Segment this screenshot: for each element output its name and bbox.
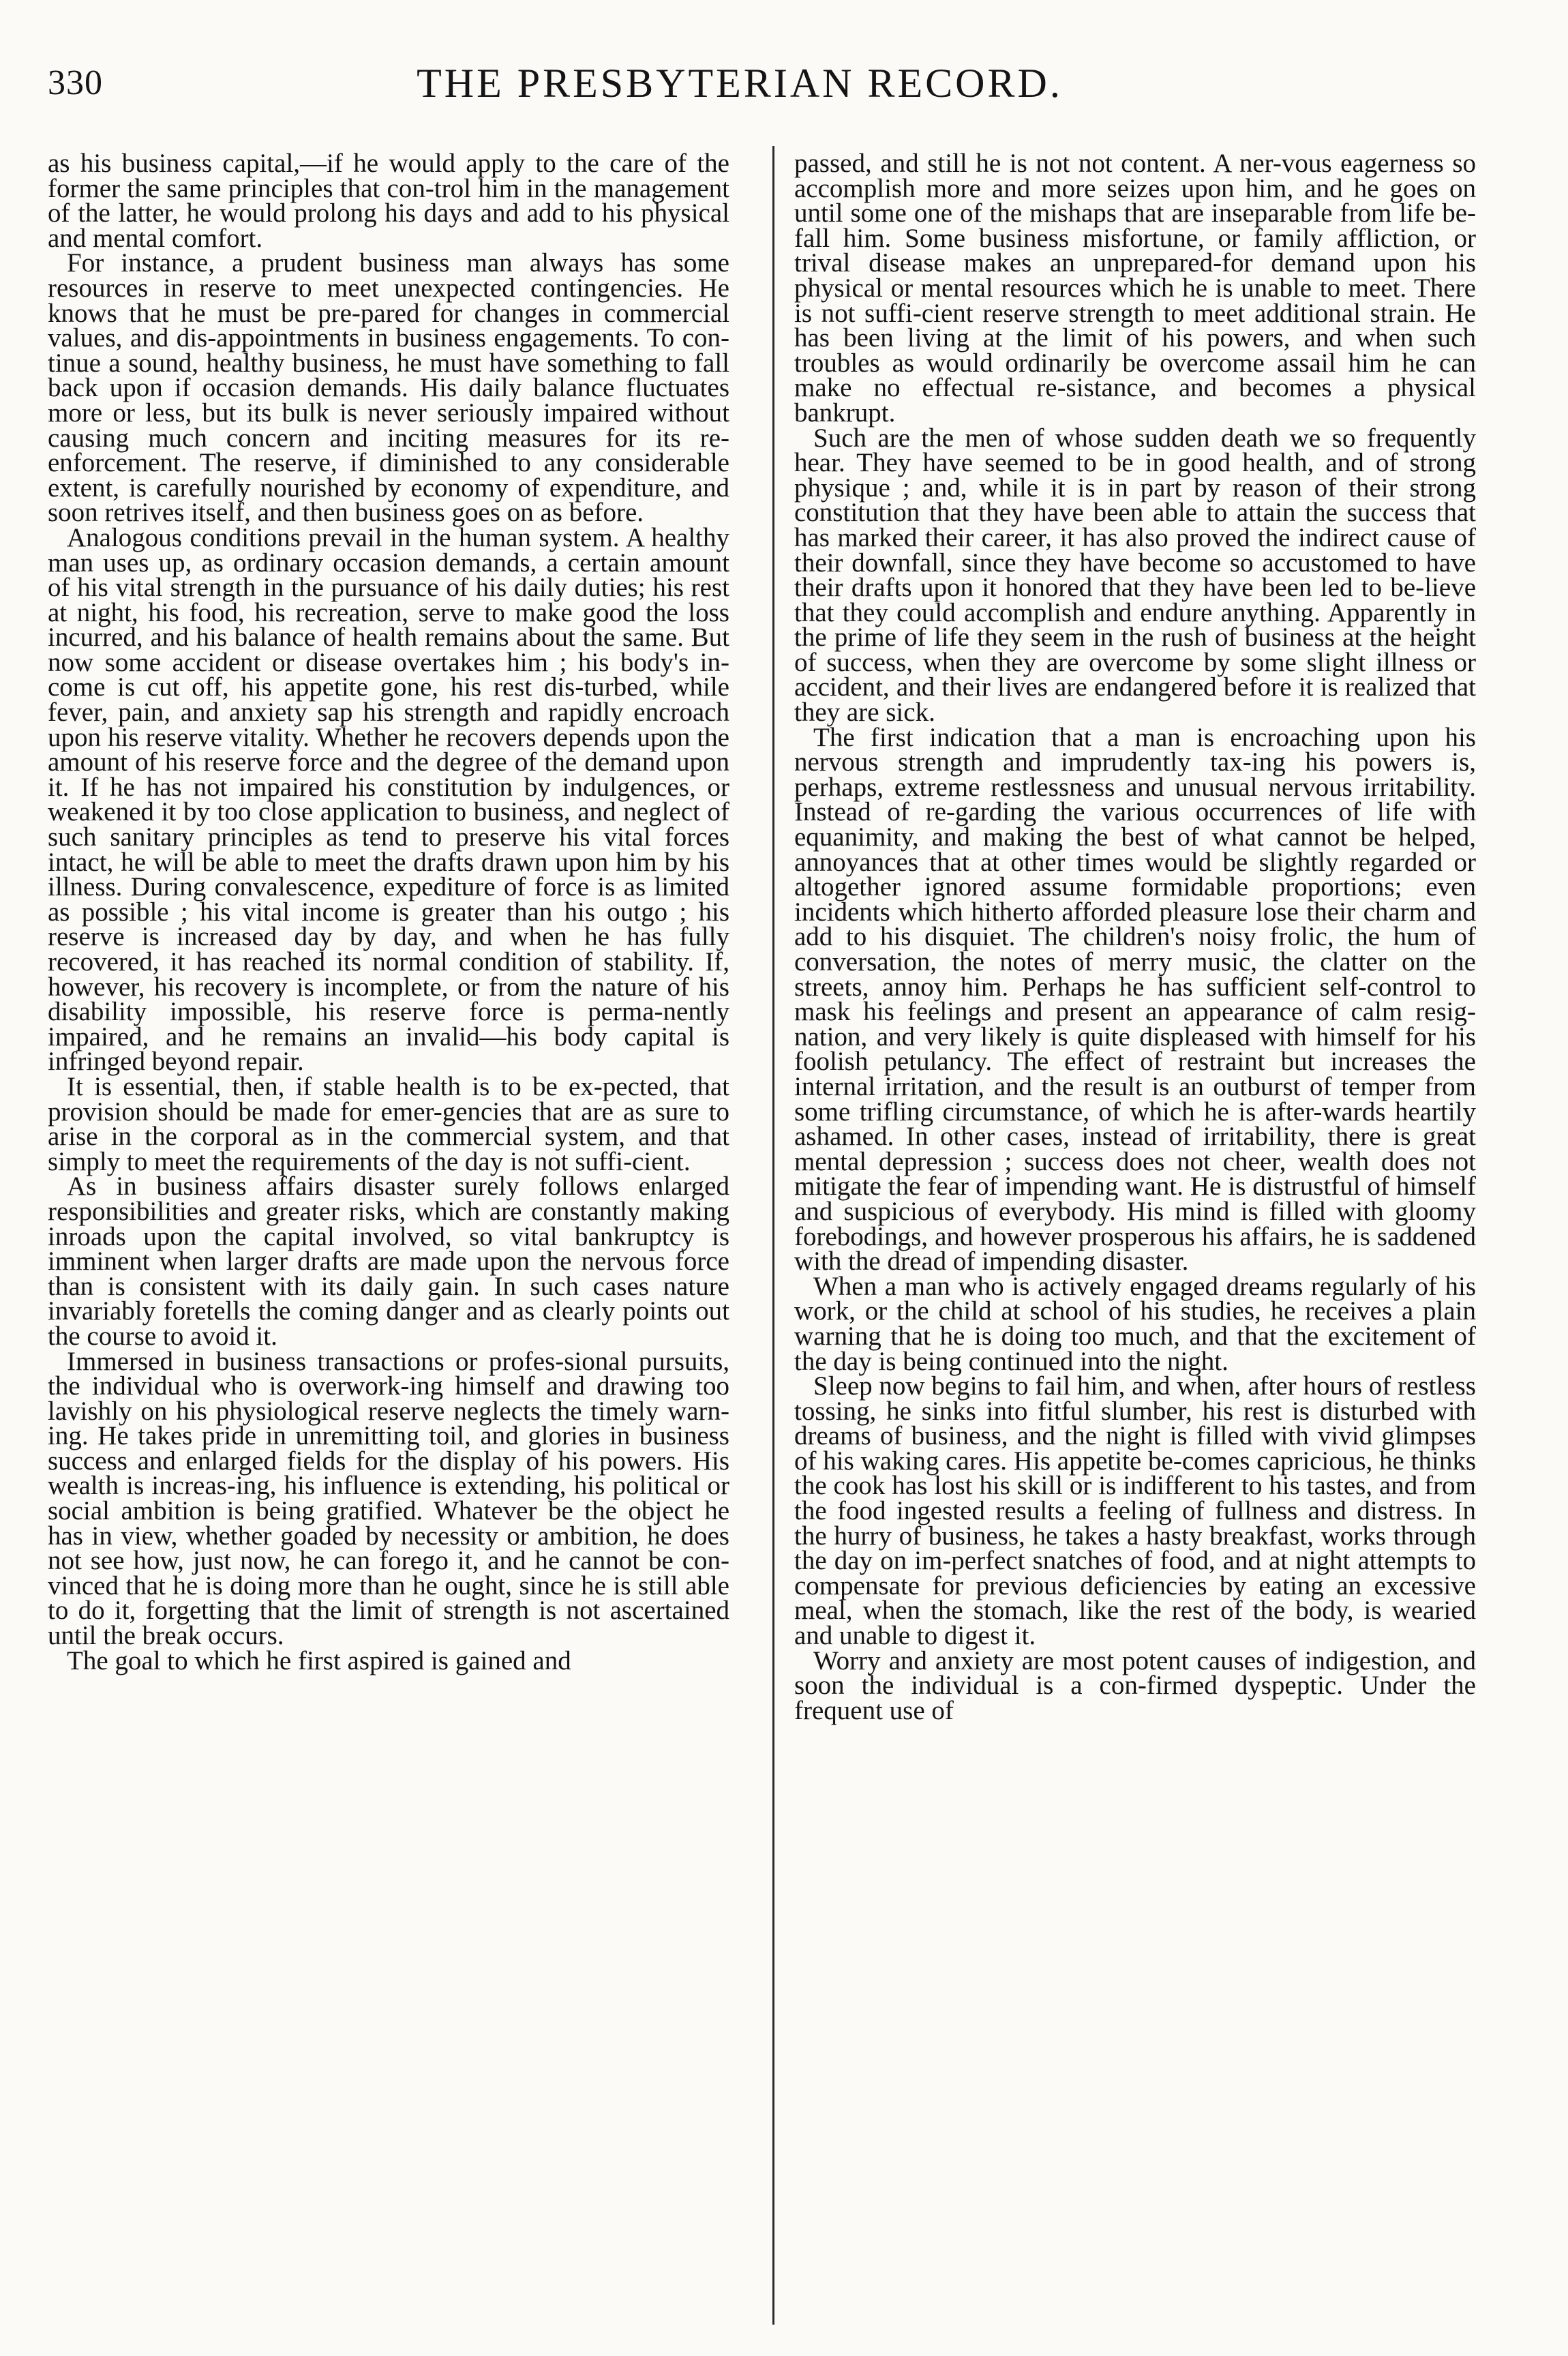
paragraph: Worry and anxiety are most potent causes of indigestion, and soon the individual is a con-firmed dyspeptic. Under the frequent use of [794, 1645, 1476, 1725]
paragraph: The goal to which he first aspired is gained and [67, 1645, 571, 1675]
page-header [48, 60, 1432, 113]
page-number: 330 [48, 63, 103, 102]
paragraph: Such are the men of whose sudden death we so frequently hear. They have seemed to be in good health, and of strong physique ; and, while it is in part by reason of their strong constitution that they have been able to attain the success that has marked their career, it has also proved the indirect cause of their downfall, since they have become so accustomed to have their drafts upon it honored that they have been led to be-lieve that they could accomplish and endure anything. Apparently in the prime of life they seem in the rush of business at the height of success, when they are overcome by some slight illness or accident, and their lives are endangered before it is realized that they are sick. [794, 423, 1476, 728]
paragraph: For instance, a prudent business man always has some resources in reserve to meet unexpected contingencies. He knows that he must be pre-pared for changes in commercial values, and dis-appointments in business engagements. To con-tinue a sound, healthy business, he must have something to fall back upon if occasion demands. His daily balance fluctuates more or less, but its bulk is never seriously impaired without causing much concern and inciting measures for its re-enforcement. The reserve, if diminished to any considerable extent, is carefully nourished by economy of expenditure, and soon retrives itself, and then business goes on as before. [48, 248, 729, 528]
paragraph: passed, and still he is not not content. A ner-vous eagerness so accomplish more and more seizes upon him, and he goes on until some one of the mishaps that are inseparable from life be-fall him. Some business misfortune, or family affliction, or trival disease makes an unprepared-for demand upon his physical or mental resources which he is unable to meet. There is not suffi-cient reserve strength to meet additional strain. He has been living at the limit of his powers, and when such troubles as would ordinarily be overcome assail him he can make no effectual re-sistance, and becomes a physical bankrupt. [794, 149, 1476, 428]
paragraph: Analogous conditions prevail in the human system. A healthy man uses up, as ordinary occasion demands, a certain amount of his vital strength in the pursuance of his daily duties; his rest at night, his food, his recreation, serve to make good the loss incurred, and his balance of health remains about the same. But now some accident or disease overtakes him ; his body's in-come is cut off, his appetite gone, his rest dis-turbed, while fever, pain, and anxiety sap his strength and rapidly encroach upon his reserve vitality. Whether he recovers depends upon the amount of his reserve force and the degree of the demand upon it. If he has not impaired his constitution by indulgences, or weakened it by too close application to business, and neglect of such sanitary principles as tend to preserve his vital forces intact, he will be able to meet the drafts drawn upon him by his illness. During convalescence, expediture of force is as limited as possible ; his vital income is greater than his outgo ; his reserve is increased day by day, and when he has fully recovered, it has reached its normal condition of stability. If, however, his recovery is incomplete, or from the nature of his disability impossible, his reserve force is perma-nently impaired, and he remains an invalid—his body capital is infringed beyond repair. [48, 522, 729, 1077]
right-column [794, 151, 1476, 1723]
journal-title: THE PRESBYTERIAN RECORD. [417, 61, 1063, 106]
paragraph: It is essential, then, if stable health is to be ex-pected, that provision should be made for emer-gencies that are as sure to arise in the corporal as in the commercial system, and that simply to meet the requirements of the day is not suffi-cient. [48, 1071, 729, 1176]
paragraph: Sleep now begins to fail him, and when, after hours of restless tossing, he sinks into fitful slumber, his rest is disturbed with dreams of business, and the night is filled with vivid glimpses of his waking cares. His appetite be-comes capricious, he thinks the cook has lost his skill or is indifferent to his tastes, and from the food ingested results a feeling of fullness and distress. In the hurry of business, he takes a hasty breakfast, works through the day on im-perfect snatches of food, and at night attempts to compensate for previous deficiencies by eating an excessive meal, when the stomach, like the rest of the body, is wearied and unable to digest it. [794, 1371, 1476, 1651]
column-divider [772, 146, 774, 2325]
paragraph: The first indication that a man is encroaching upon his nervous strength and imprudently tax-ing his powers is, perhaps, extreme restlessness and unusual nervous irritability. Instead of re-garding the various occurrences of life with equanimity, and making the best of what cannot be helped, annoyances that at other times would be slightly regarded or altogether ignored assume formidable proportions; even incidents which hitherto afforded pleasure lose their charm and add to his disquiet. The children's noisy frolic, the hum of conversation, the notes of merry music, the clatter on the streets, annoy him. Perhaps he has sufficient self-control to mask his feelings and present an appearance of calm resig-nation, and very likely is quite displeased with himself for his foolish petulancy. The effect of restraint but increases the internal irritation, and the result is an outburst of temper from some trifling circumstance, of which he is after-wards heartily ashamed. In other cases, instead of irritability, there is great mental depression ; success does not cheer, wealth does not mitigate the fear of impending want. He is distrustful of himself and suspicious of everybody. His mind is filled with gloomy forebodings, and however prosperous his affairs, he is saddened with the dread of impending disaster. [794, 722, 1476, 1277]
paragraph: as his business capital,—if he would apply to the care of the former the same principles that con-trol him in the management of the latter, he would prolong his days and add to his physical and mental comfort. [48, 149, 729, 253]
left-column [48, 151, 729, 1673]
paragraph: As in business affairs disaster surely follows enlarged responsibilities and greater risks, which are constantly making inroads upon the capital involved, so vital bankruptcy is imminent when larger drafts are made upon the nervous force than is consistent with its daily gain. In such cases nature invariably foretells the coming danger and as clearly points out the course to avoid it. [48, 1172, 729, 1351]
paragraph: When a man who is actively engaged dreams regularly of his work, or the child at school of his studies, he receives a plain warning that he is doing too much, and that the excitement of the day is being continued into the night. [794, 1271, 1476, 1376]
paragraph: Immersed in business transactions or profes-sional pursuits, the individual who is overwork-ing himself and drawing too lavishly on his physiological reserve neglects the timely warn-ing. He takes pride in unremitting toil, and glories in business success and enlarged fields for the display of his powers. His wealth is increas-ing, his influence is extending, his political or social ambition is being gratified. Whatever be the object he has in view, whether goaded by necessity or ambition, he does not see how, just now, he can forego it, and he cannot be con-vinced that he is doing more than he ought, since he is still able to do it, forgetting that the limit of strength is not ascertained until the break occurs. [48, 1346, 729, 1651]
